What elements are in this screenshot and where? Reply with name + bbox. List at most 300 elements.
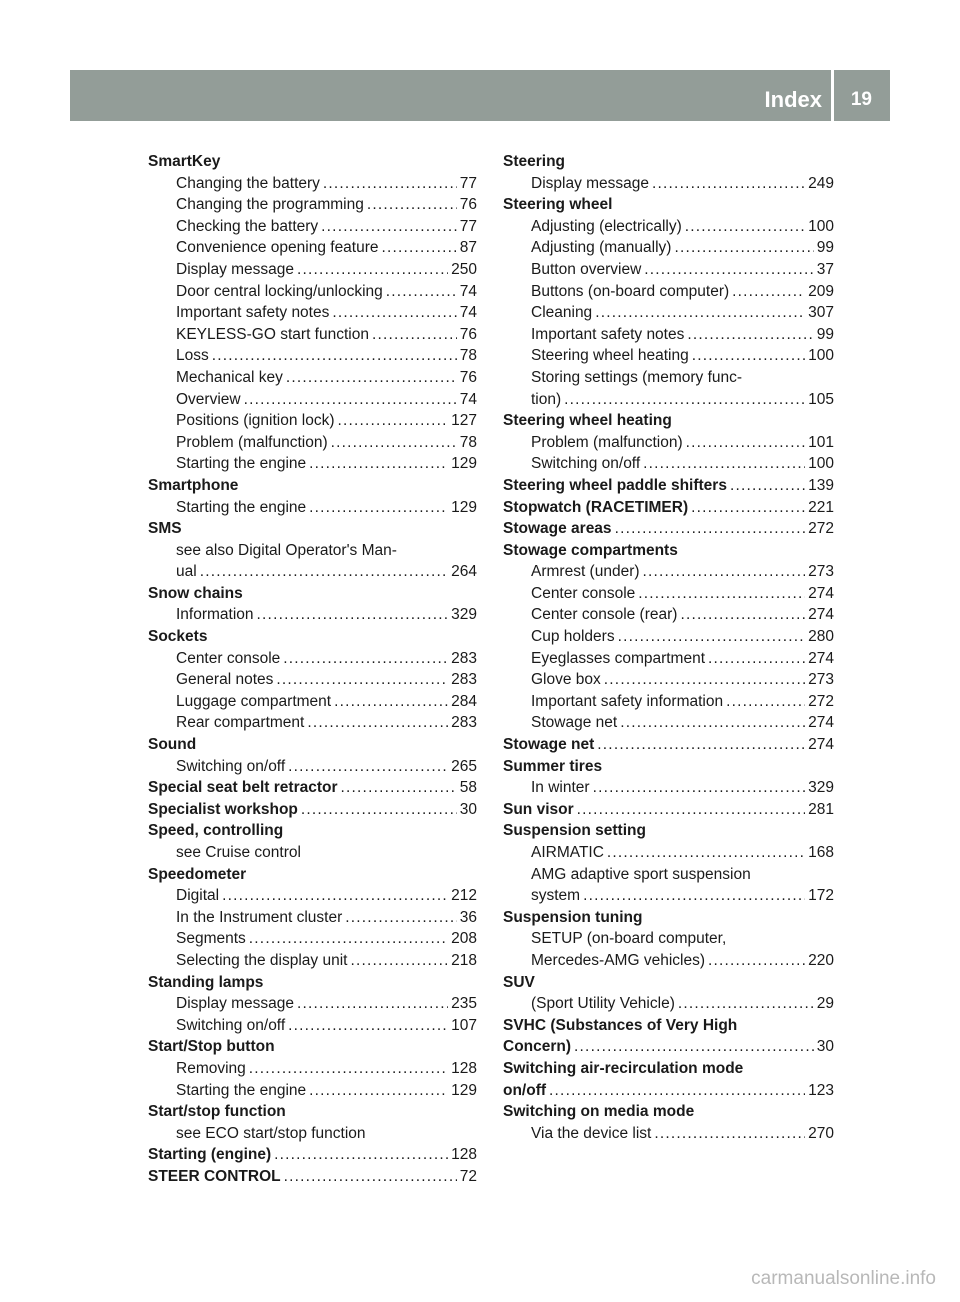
dot-leader <box>730 475 805 497</box>
index-entry[interactable] <box>148 1058 477 1080</box>
entry-text: Stowage areas <box>503 520 612 538</box>
dot-leader <box>309 1080 448 1102</box>
entry-text: Changing the programming <box>176 196 364 214</box>
entry-text: Convenience opening feature <box>176 239 379 257</box>
index-entry[interactable] <box>503 453 834 475</box>
entry-text: STEER CONTROL <box>148 1167 281 1185</box>
dot-leader <box>549 1080 805 1102</box>
dot-leader <box>345 907 456 929</box>
dot-leader <box>604 669 805 691</box>
entry-text: tion) <box>531 390 562 408</box>
dot-leader <box>274 1144 448 1166</box>
page-reference[interactable]: 235 <box>451 995 477 1013</box>
index-heading <box>503 540 834 562</box>
dot-leader <box>307 712 448 734</box>
index-entry[interactable] <box>503 993 834 1015</box>
page-reference[interactable]: 264 <box>451 563 477 581</box>
entry-text: Center console (rear) <box>531 606 678 624</box>
page-reference[interactable]: 220 <box>808 951 834 969</box>
entry-text: Special seat belt retractor <box>148 779 338 797</box>
entry-text: Overview <box>176 390 241 408</box>
dot-leader <box>597 734 805 756</box>
entry-text: (Sport Utility Vehicle) <box>531 995 675 1013</box>
dot-leader <box>620 712 805 734</box>
page-reference[interactable]: 218 <box>451 951 477 969</box>
entry-text: Start/stop function <box>148 1103 286 1121</box>
index-entry[interactable] <box>503 583 834 605</box>
index-entry[interactable] <box>503 626 834 648</box>
dot-leader <box>367 194 457 216</box>
page-number: 19 <box>850 89 872 110</box>
entry-text: Problem (malfunction) <box>176 433 328 451</box>
index-entry[interactable] <box>503 389 834 411</box>
dot-leader <box>732 281 805 303</box>
page-reference[interactable]: 274 <box>808 736 834 754</box>
page-reference[interactable]: 249 <box>808 174 834 192</box>
entry-text: Problem (malfunction) <box>531 433 683 451</box>
entry-text: see ECO start/stop function <box>176 1124 366 1142</box>
entry-text: Armrest (under) <box>531 563 640 581</box>
index-heading <box>503 1058 834 1080</box>
dot-leader <box>652 173 805 195</box>
entry-text: Cup holders <box>531 628 615 646</box>
entry-text: Summer tires <box>503 757 603 775</box>
header-divider <box>831 70 834 121</box>
dot-leader <box>288 1015 448 1037</box>
index-entry[interactable] <box>148 712 477 734</box>
dot-leader <box>334 691 448 713</box>
index-entry[interactable] <box>148 281 477 303</box>
page-reference[interactable]: 274 <box>808 584 834 602</box>
page-reference[interactable]: 77 <box>459 174 477 192</box>
entry-text: Standing lamps <box>148 973 264 991</box>
dot-leader <box>644 259 813 281</box>
page-reference[interactable]: 78 <box>459 433 477 451</box>
index-entry[interactable] <box>148 777 477 799</box>
entry-text: Steering wheel heating <box>503 412 672 430</box>
index-heading <box>503 151 834 173</box>
page-reference[interactable]: 273 <box>808 563 834 581</box>
dot-leader <box>564 389 805 411</box>
index-entry[interactable] <box>503 561 834 583</box>
index-entry[interactable] <box>503 1080 834 1102</box>
section-title: Index <box>764 87 822 112</box>
index-heading <box>148 820 477 842</box>
index-entry[interactable] <box>503 345 834 367</box>
page-reference[interactable]: 284 <box>451 692 477 710</box>
entry-text: Display message <box>531 174 650 192</box>
entry-text: Smartphone <box>148 476 239 494</box>
entry-text: Loss <box>176 347 209 365</box>
page-reference[interactable]: 329 <box>808 779 834 797</box>
entry-text: Center console <box>176 649 281 667</box>
index-heading <box>148 1101 477 1123</box>
index-entry[interactable] <box>148 216 477 238</box>
page-reference[interactable]: 129 <box>451 455 477 473</box>
page-reference[interactable]: 270 <box>808 1124 834 1142</box>
dot-leader <box>643 561 806 583</box>
index-entry[interactable] <box>148 691 477 713</box>
entry-text: Sockets <box>148 628 208 646</box>
dot-leader <box>577 799 805 821</box>
page-reference[interactable]: 250 <box>451 260 477 278</box>
page-reference[interactable]: 329 <box>451 606 477 624</box>
dot-leader <box>607 842 805 864</box>
index-entry[interactable] <box>503 281 834 303</box>
page-reference[interactable]: 283 <box>451 671 477 689</box>
entry-text: SmartKey <box>148 153 221 170</box>
entry-text: Concern) <box>503 1038 572 1056</box>
page-reference[interactable]: 36 <box>459 908 477 926</box>
page-reference[interactable]: 58 <box>459 779 477 797</box>
page-reference[interactable]: 273 <box>808 671 834 689</box>
entry-text: Checking the battery <box>176 217 319 235</box>
page-reference[interactable]: 212 <box>451 887 477 905</box>
index-entry[interactable] <box>148 907 477 929</box>
index-entry[interactable] <box>148 928 477 950</box>
index-entry[interactable] <box>503 648 834 670</box>
index-entry <box>503 928 834 950</box>
dot-leader <box>338 410 449 432</box>
page-reference[interactable]: 107 <box>451 1016 477 1034</box>
entry-text: Steering wheel paddle shifters <box>503 476 727 494</box>
index-heading <box>148 864 477 886</box>
index-entry[interactable] <box>148 324 477 346</box>
index-column-right <box>503 151 834 1144</box>
index-heading <box>503 820 834 842</box>
dot-leader <box>276 669 448 691</box>
entry-text: Rear compartment <box>176 714 305 732</box>
index-entry[interactable] <box>148 453 477 475</box>
entry-text: AIRMATIC <box>531 844 604 861</box>
entry-text: Adjusting (manually) <box>531 239 672 257</box>
entry-text: Positions (ignition lock) <box>176 412 335 430</box>
entry-text: Eyeglasses compartment <box>531 649 706 667</box>
dot-leader <box>372 324 457 346</box>
dot-leader <box>382 237 457 259</box>
entry-text: Starting (engine) <box>148 1146 272 1164</box>
index-entry[interactable] <box>148 1166 477 1188</box>
index-entry[interactable] <box>503 1123 834 1145</box>
dot-leader <box>654 1123 805 1145</box>
entry-text: Starting the engine <box>176 455 307 473</box>
index-heading <box>148 151 477 173</box>
index-entry[interactable] <box>503 324 834 346</box>
page-reference[interactable]: 265 <box>451 757 477 775</box>
page-reference[interactable]: 128 <box>451 1059 477 1077</box>
index-heading <box>503 907 834 929</box>
index-entry[interactable] <box>148 497 477 519</box>
entry-text: Snow chains <box>148 584 243 602</box>
page-reference[interactable]: 172 <box>808 887 834 905</box>
entry-text: KEYLESS-GO start function <box>176 325 369 343</box>
index-entry[interactable] <box>503 497 834 519</box>
entry-text: Changing the battery <box>176 174 320 192</box>
index-entry[interactable] <box>503 734 834 756</box>
page-reference[interactable]: 74 <box>459 390 477 408</box>
entry-text: Speed, controlling <box>148 822 284 840</box>
page-reference[interactable]: 221 <box>808 498 834 516</box>
entry-text: Switching on/off <box>176 1016 286 1034</box>
dot-leader <box>249 928 448 950</box>
page-reference[interactable]: 99 <box>816 239 834 257</box>
index-entry[interactable] <box>148 950 477 972</box>
index-entry[interactable] <box>503 604 834 626</box>
entry-text: Steering wheel heating <box>531 347 689 365</box>
page-reference[interactable]: 139 <box>808 476 834 494</box>
entry-text: Digital <box>176 887 220 905</box>
page-reference[interactable]: 74 <box>459 282 477 300</box>
entry-text: system <box>531 887 581 905</box>
dot-leader <box>200 561 448 583</box>
entry-text: Stowage compartments <box>503 541 678 559</box>
index-entry[interactable] <box>148 259 477 281</box>
index-heading <box>148 583 477 605</box>
dot-leader <box>222 885 448 907</box>
entry-text: Glove box <box>531 671 601 689</box>
index-entry[interactable] <box>148 432 477 454</box>
entry-text: Display message <box>176 260 295 278</box>
entry-text: SUV <box>503 973 535 991</box>
index-entry <box>148 540 477 562</box>
index-entry[interactable] <box>503 475 834 497</box>
dot-leader <box>643 453 805 475</box>
dot-leader <box>286 367 457 389</box>
page-reference[interactable]: 274 <box>808 606 834 624</box>
index-entry[interactable] <box>148 194 477 216</box>
index-entry[interactable] <box>148 410 477 432</box>
page-reference[interactable]: 283 <box>451 649 477 667</box>
page-reference[interactable]: 101 <box>808 433 834 451</box>
page-reference[interactable]: 208 <box>451 930 477 948</box>
entry-text: Steering <box>503 153 566 170</box>
index-entry[interactable] <box>503 777 834 799</box>
dot-leader <box>309 453 448 475</box>
index-entry <box>148 842 477 864</box>
index-entry[interactable] <box>148 389 477 411</box>
index-heading <box>503 756 834 778</box>
index-entry[interactable] <box>148 1144 477 1166</box>
page-reference[interactable]: 87 <box>459 239 477 257</box>
index-entry[interactable] <box>148 799 477 821</box>
page-reference[interactable]: 99 <box>816 325 834 343</box>
entry-text: Important safety notes <box>176 304 330 322</box>
page-reference[interactable]: 280 <box>808 628 834 646</box>
page-reference[interactable]: 72 <box>459 1167 477 1185</box>
entry-text: Display message <box>176 995 295 1013</box>
index-entry[interactable] <box>148 1015 477 1037</box>
index-entry <box>148 1123 477 1145</box>
dot-leader <box>288 756 448 778</box>
dot-leader <box>212 345 457 367</box>
index-heading <box>503 1101 834 1123</box>
entry-text: Specialist workshop <box>148 800 298 818</box>
page-reference[interactable]: 283 <box>451 714 477 732</box>
index-heading <box>148 518 477 540</box>
page-reference[interactable]: 105 <box>808 390 834 408</box>
page-reference[interactable]: 168 <box>808 844 834 861</box>
entry-text: Start/Stop button <box>148 1038 275 1056</box>
dot-leader <box>674 237 813 259</box>
dot-leader <box>678 993 814 1015</box>
index-entry[interactable] <box>148 885 477 907</box>
page-reference[interactable]: 129 <box>451 498 477 516</box>
entry-text: Speedometer <box>148 865 247 883</box>
entry-text: AMG adaptive sport suspension <box>531 865 751 883</box>
entry-text: SETUP (on-board computer, <box>531 930 727 948</box>
entry-text: Switching air-recirculation mode <box>503 1059 744 1077</box>
index-entry[interactable] <box>148 756 477 778</box>
entry-text: Information <box>176 606 254 624</box>
index-entry[interactable] <box>148 604 477 626</box>
entry-text: Stowage net <box>531 714 618 732</box>
entry-text: Sun visor <box>503 800 574 818</box>
index-entry[interactable] <box>503 216 834 238</box>
index-entry[interactable] <box>503 691 834 713</box>
page-reference[interactable]: 272 <box>808 520 834 538</box>
dot-leader <box>595 302 805 324</box>
dot-leader <box>284 1166 457 1188</box>
index-entry[interactable] <box>148 173 477 195</box>
index-entry[interactable] <box>503 259 834 281</box>
dot-leader <box>249 1058 448 1080</box>
index-entry[interactable] <box>503 237 834 259</box>
page-reference[interactable]: 209 <box>808 282 834 300</box>
dot-leader <box>638 583 805 605</box>
index-entry[interactable] <box>503 518 834 540</box>
page-reference[interactable]: 123 <box>808 1081 834 1099</box>
entry-text: Stopwatch (RACETIMER) <box>503 498 689 516</box>
dot-leader <box>726 691 805 713</box>
index-entry[interactable] <box>503 712 834 734</box>
index-entry[interactable] <box>148 237 477 259</box>
index-heading <box>148 475 477 497</box>
entry-text: Button overview <box>531 260 642 278</box>
page-reference[interactable]: 274 <box>808 649 834 667</box>
index-column-left <box>148 151 477 1188</box>
dot-leader <box>297 993 448 1015</box>
page-reference[interactable]: 29 <box>816 995 834 1013</box>
dot-leader <box>309 497 448 519</box>
page-reference[interactable]: 307 <box>808 304 834 322</box>
page-reference[interactable]: 78 <box>459 347 477 365</box>
page-reference[interactable]: 76 <box>459 325 477 343</box>
dot-leader <box>680 604 805 626</box>
entry-text: on/off <box>503 1081 547 1099</box>
page-header <box>70 70 890 121</box>
entry-text: Via the device list <box>531 1124 652 1142</box>
entry-text: Center console <box>531 584 636 602</box>
index-entry[interactable] <box>148 302 477 324</box>
page-reference[interactable]: 30 <box>459 800 477 818</box>
entry-text: In the Instrument cluster <box>176 908 343 926</box>
index-heading <box>503 194 834 216</box>
dot-leader <box>687 324 813 346</box>
page-reference[interactable]: 100 <box>808 455 834 473</box>
index-entry[interactable] <box>503 885 834 907</box>
entry-text: Switching on/off <box>531 455 641 473</box>
dot-leader <box>708 950 805 972</box>
dot-leader <box>692 345 805 367</box>
dot-leader <box>341 777 457 799</box>
index-entry[interactable] <box>503 669 834 691</box>
page-reference[interactable]: 274 <box>808 714 834 732</box>
dot-leader <box>297 259 448 281</box>
index-entry[interactable] <box>503 799 834 821</box>
page-reference[interactable]: 76 <box>459 368 477 386</box>
index-entry[interactable] <box>148 1080 477 1102</box>
page-reference[interactable]: 76 <box>459 196 477 214</box>
page-reference[interactable]: 100 <box>808 217 834 235</box>
entry-text: General notes <box>176 671 274 689</box>
page-reference[interactable]: 74 <box>459 304 477 322</box>
entry-text: Mechanical key <box>176 368 283 386</box>
index-entry[interactable] <box>503 1036 834 1058</box>
page-reference[interactable]: 100 <box>808 347 834 365</box>
index-entry[interactable] <box>148 561 477 583</box>
page-reference[interactable]: 129 <box>451 1081 477 1099</box>
dot-leader <box>331 432 457 454</box>
entry-text: Adjusting (electrically) <box>531 217 682 235</box>
dot-leader <box>244 389 457 411</box>
entry-text: In winter <box>531 779 590 797</box>
dot-leader <box>321 216 457 238</box>
dot-leader <box>350 950 448 972</box>
index-entry[interactable] <box>148 367 477 389</box>
dot-leader <box>686 432 806 454</box>
entry-text: ual <box>176 563 197 581</box>
dot-leader <box>283 648 448 670</box>
index-entry <box>503 864 834 886</box>
index-entry[interactable] <box>148 648 477 670</box>
index-entry[interactable] <box>148 993 477 1015</box>
entry-text: see Cruise control <box>176 844 301 861</box>
dot-leader <box>257 604 449 626</box>
index-entry[interactable] <box>503 302 834 324</box>
entry-text: Switching on/off <box>176 757 286 775</box>
dot-leader <box>574 1036 814 1058</box>
page-reference[interactable]: 272 <box>808 692 834 710</box>
index-heading <box>503 1015 834 1037</box>
entry-text: see also Digital Operator's Man- <box>176 541 397 559</box>
index-entry[interactable] <box>503 432 834 454</box>
dot-leader <box>708 648 805 670</box>
page-reference[interactable]: 77 <box>459 217 477 235</box>
index-entry[interactable] <box>148 345 477 367</box>
page-reference[interactable]: 37 <box>816 260 834 278</box>
dot-leader <box>301 799 457 821</box>
index-entry[interactable] <box>503 842 834 864</box>
entry-text: Selecting the display unit <box>176 951 348 969</box>
entry-text: Switching on media mode <box>503 1103 695 1121</box>
index-entry[interactable] <box>148 669 477 691</box>
page-reference[interactable]: 128 <box>451 1146 477 1164</box>
page-reference[interactable]: 30 <box>816 1038 834 1056</box>
entry-text: Starting the engine <box>176 1081 307 1099</box>
index-entry <box>503 367 834 389</box>
index-entry[interactable] <box>503 950 834 972</box>
entry-text: Storing settings (memory func- <box>531 368 743 386</box>
entry-text: Removing <box>176 1059 246 1077</box>
dot-leader <box>323 173 457 195</box>
entry-text: Suspension setting <box>503 822 646 840</box>
page-reference[interactable]: 127 <box>451 412 477 430</box>
index-heading <box>503 410 834 432</box>
index-heading <box>148 1036 477 1058</box>
page-reference[interactable]: 281 <box>808 800 834 818</box>
dot-leader <box>685 216 805 238</box>
index-entry[interactable] <box>503 173 834 195</box>
